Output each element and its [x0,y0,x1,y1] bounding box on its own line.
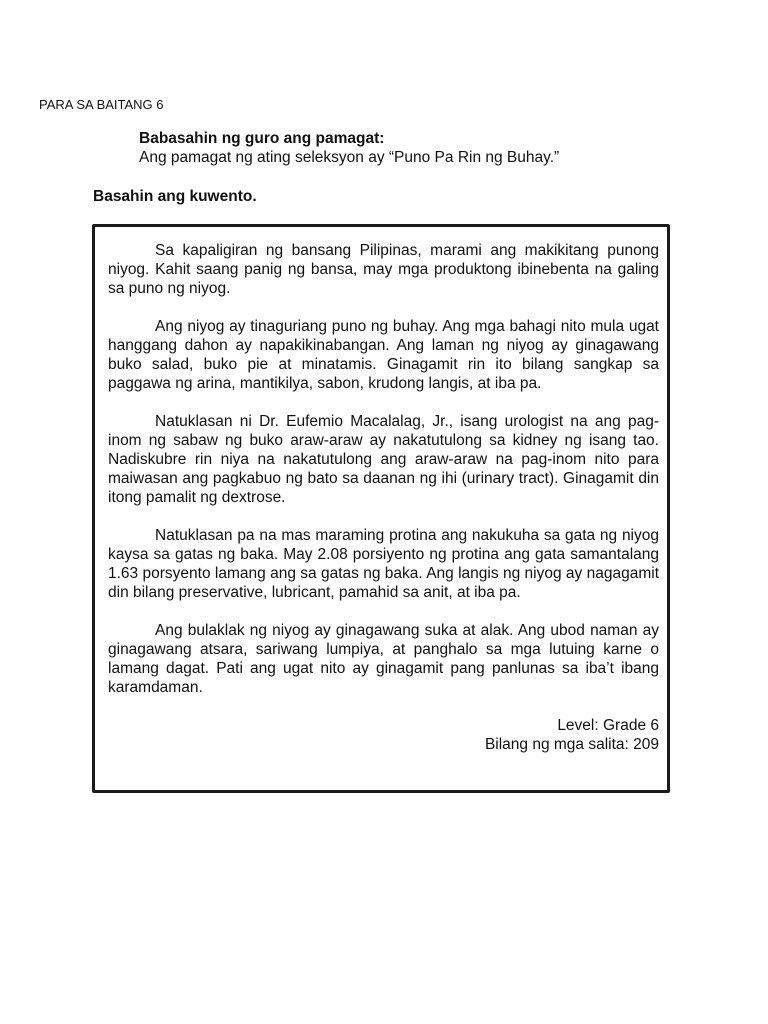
word-count-label: Bilang ng mga salita: 209 [484,736,659,753]
level-label: Level: Grade 6 [557,717,659,734]
story-box [92,224,670,793]
selection-title-line: Ang pamagat ng ating seleksyon ay “Puno Pa Rin ng Buhay.” [139,149,560,166]
story-meta [108,716,659,754]
story-paragraph: Ang bulaklak ng niyog ay ginagawang suka at alak. Ang ubod naman ay ginagawang atsara, sariwang lumpiya, at panghalo sa mga lutuing karne o lamang dagat. Pati ang ugat nito ay ginagamit pang panlunas sa iba’t ibang karamdaman. [108,622,659,696]
teacher-instruction: Babasahin ng guro ang pamagat: [139,130,385,147]
story-body [108,241,659,754]
story-paragraph: Sa kapaligiran ng bansang Pilipinas, marami ang makikitang punong niyog. Kahit saang panig ng bansa, may mga produktong ibinebenta na galing sa puno ng niyog. [108,242,659,297]
story-paragraph: Natuklasan ni Dr. Eufemio Macalalag, Jr., isang urologist na ang pag-inom ng sabaw ng buko araw-araw ay nakatutulong sa kidney ng isang tao. Nadiskubre rin niya na nakatutulong ang araw-araw na pag-inom nito para maiwasan ang pagkabuo ng bato sa daanan ng ihi (urinary tract). Ginagamit din itong pamalit ng dextrose. [108,413,659,506]
teacher-title-block [139,129,559,167]
grade-header: PARA SA BAITANG 6 [39,97,164,112]
story-paragraph: Natuklasan pa na mas maraming protina ang nakukuha sa gata ng niyog kaysa sa gatas ng baka. May 2.08 porsiyento ng protina ang gata samantalang 1.63 porsyento lamang ang sa gatas ng baka. Ang langis ng niyog ay nagagamit din bilang preservative, lubricant, pamahid sa anit, at iba pa. [108,527,659,601]
read-instruction: Basahin ang kuwento. [93,188,257,205]
story-paragraph: Ang niyog ay tinaguriang puno ng buhay. Ang mga bahagi nito mula ugat hanggang dahon ay napakikinabangan. Ang laman ng niyog ay ginagawang buko salad, buko pie at minatamis. Ginagamit rin ito bilang sangkap sa paggawa ng arina, mantikilya, sabon, krudong langis, at iba pa. [108,318,659,392]
